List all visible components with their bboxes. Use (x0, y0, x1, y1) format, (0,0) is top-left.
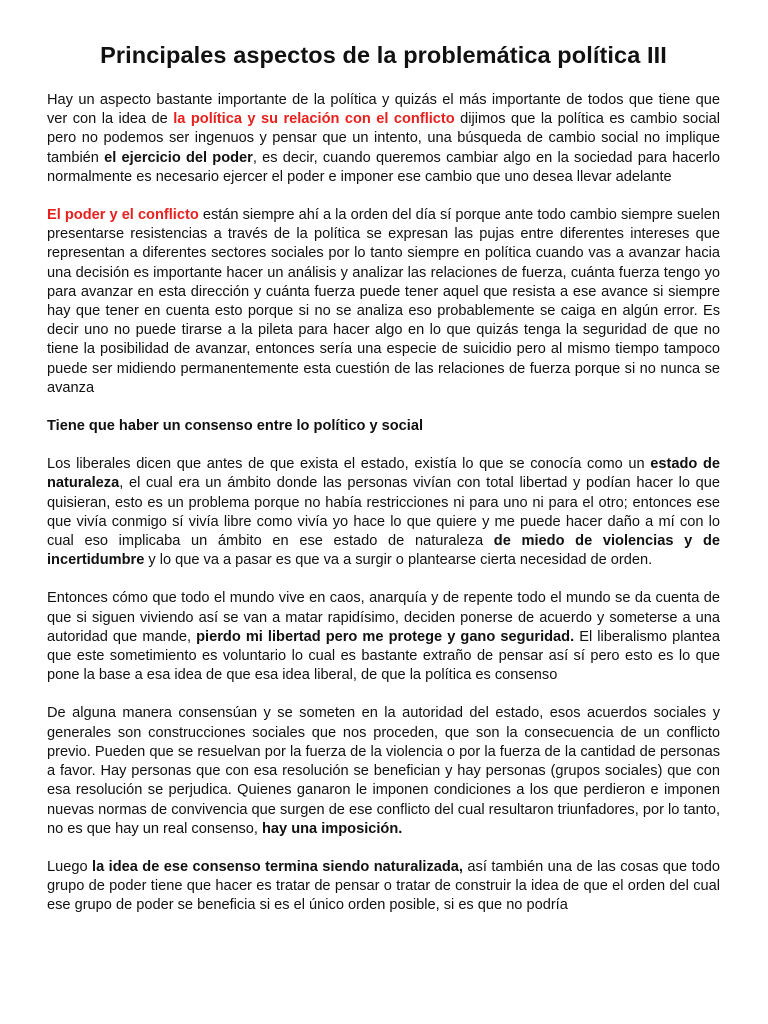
text-run: están siempre ahí a la orden del día sí porque ante todo cambio siempre suelen presentarse resistencias a través de la política se expresan las pujas entre diferentes intereses que representan a diferentes sectores sociales por lo tanto siempre en política cuando vas a avanzar hacia una decisión es importante hacer un análisis y analizar las relaciones de fuerza, cuánta fuerza tengo yo para avanzar en esta dirección y cuánta fuerza puede tener aquel que resista a ese avance si siempre hay que tener en cuenta esto porque si no se analiza eso probablemente se caiga en algún error. Es decir uno no puede tirarse a la pileta para hacer algo en lo que quizás tenga la seguridad de que no tiene la posibilidad de avanzar, entonces sería una especie de suicidio pero al mismo tiempo tampoco puede ser midiendo permanentemente esta cuestión de las relaciones de fuerza porque si no nunca se avanza (47, 207, 720, 396)
text-run: Hay un aspecto bastante importante de la política y quizás el más importante de todos que tiene que ver con la idea de (47, 92, 720, 128)
paragraph-6 (47, 858, 720, 916)
highlight-red: la política y su relación con el conflicto (173, 111, 455, 128)
paragraph-4 (47, 589, 720, 685)
bold-text: estado de naturaleza (47, 456, 721, 492)
paragraph-2 (47, 206, 720, 398)
text-run: , el cual era un ámbito donde las personas vivían con total libertad y podían hacer lo que quisieran, esto es un problema porque no había restricciones ni para uno ni para el otro; entonces ese que vivía conmigo sí vivía libre como vivía yo hace lo que quiere y me puede hacer daño a mí con lo cual eso implicaba un ámbito en ese estado de naturaleza (47, 475, 720, 550)
paragraph-3 (47, 455, 720, 570)
paragraph-5 (47, 704, 720, 838)
bold-text: la idea de ese consenso termina siendo naturalizada, (92, 858, 463, 875)
text-run: , es decir, cuando queremos cambiar algo en la sociedad para hacerlo normalmente es necesario ejercer el poder e imponer ese cambio que uno desea llevar adelante (47, 149, 720, 185)
page-title: Principales aspectos de la problemática política III (100, 42, 667, 68)
text-run: Entonces cómo que todo el mundo vive en caos, anarquía y de repente todo el mundo se da cuenta de que si siguen viviendo así se van a matar rapidísimo, deciden ponerse de acuerdo y someterse a una autoridad que mande, (47, 590, 720, 645)
paragraph-1 (47, 91, 720, 187)
bold-text: el ejercicio del poder (104, 149, 253, 166)
bold-text: de miedo de violencias y de incertidumbre (47, 533, 720, 569)
highlight-red: El poder y el conflicto (47, 207, 199, 224)
text-run: Los liberales dicen que antes de que exista el estado, existía lo que se conocía como un (47, 456, 651, 473)
text-run: dijimos que la política es cambio social pero no podemos ser ingenuos y pensar que un intento, una búsqueda de cambio social no implique también (47, 111, 720, 166)
text-run: Luego (47, 858, 93, 875)
bold-text: Tiene que haber un consenso entre lo político y social (47, 418, 424, 435)
text-run: De alguna manera consensúan y se someten en la autoridad del estado, esos acuerdos sociales y generales son construcciones sociales que nos proceden, que son la consecuencia de un conflicto previo. Pueden que se resuelvan por la fuerza de la violencia o por la fuerza de la cantidad de personas a favor. Hay personas que con esa resolución se benefician y hay personas (grupos sociales) que con esa resolución se perjudica. Quienes ganaron le imponen condiciones a los que perdieron e imponen nuevas normas de convivencia que surgen de ese conflicto del cual resultaron triunfadores, por lo tanto, no es que hay un real consenso, (47, 705, 720, 837)
bold-text: hay una imposición. (262, 820, 403, 837)
section-heading (47, 417, 720, 436)
text-run: así también una de las cosas que todo grupo de poder tiene que hacer es tratar de pensar o tratar de construir la idea de que el orden del cual ese grupo de poder se beneficia si es el único orden posible, si es que no podría (47, 858, 721, 914)
text-run: El liberalismo plantea que este sometimiento es voluntario lo cual es bastante extraño de pensar así sí pero esto es lo que pone la base a esa idea de que esa idea liberal, de que la política es consenso (47, 628, 720, 684)
bold-text: pierdo mi libertad pero me protege y gano seguridad. (196, 628, 575, 645)
text-run: y lo que va a pasar es que va a surgir o plantearse cierta necesidad de orden. (144, 552, 653, 569)
